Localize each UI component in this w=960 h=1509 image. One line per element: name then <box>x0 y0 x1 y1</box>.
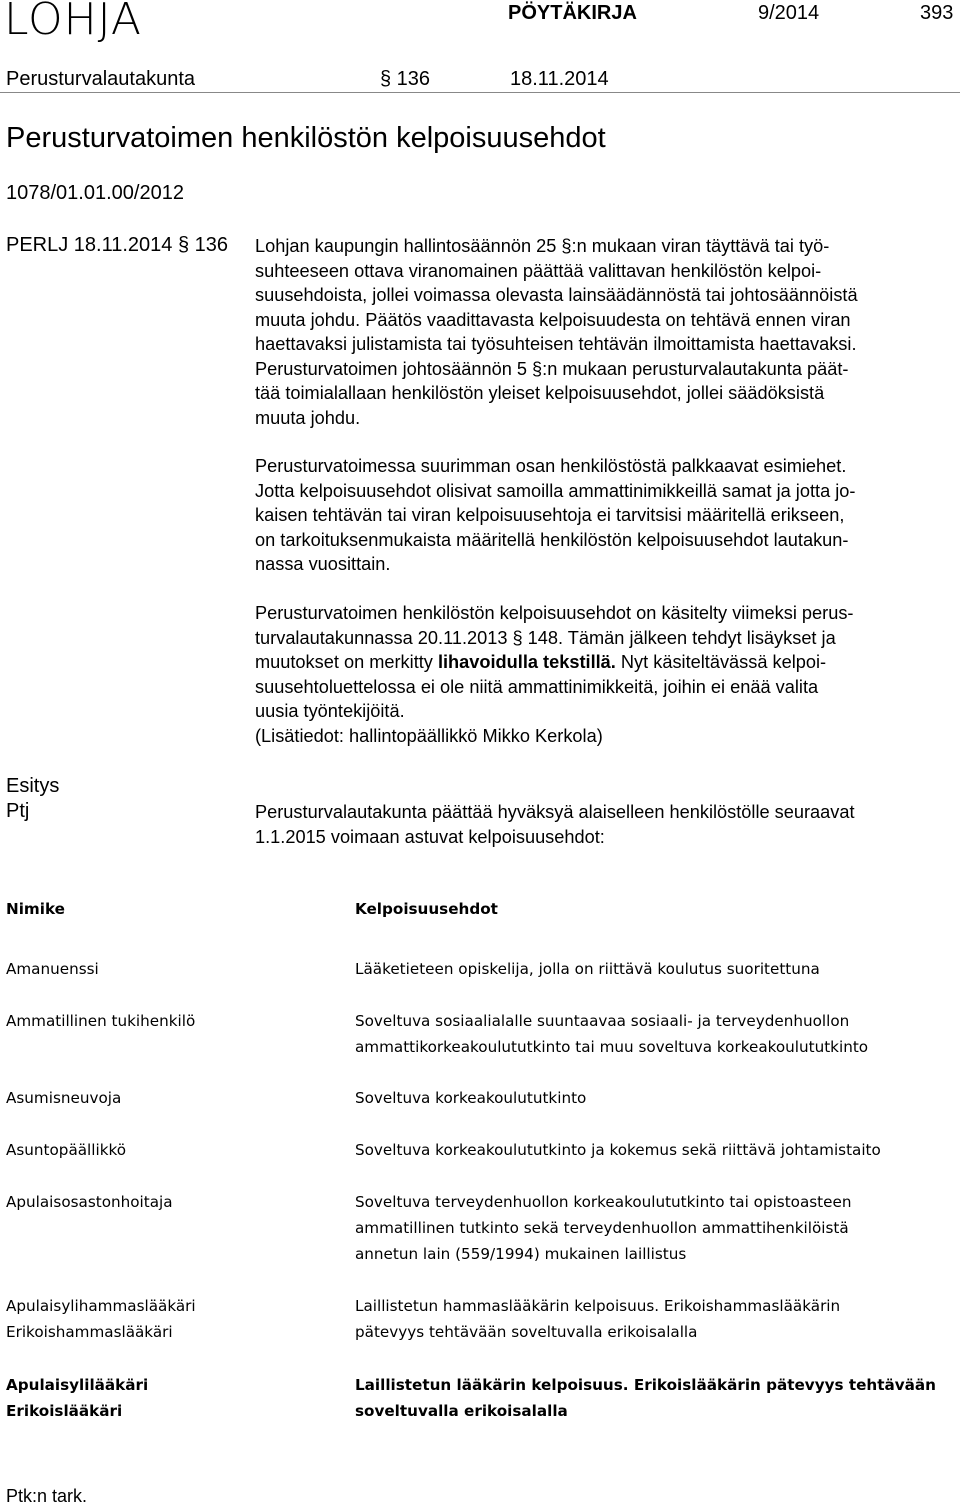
text-line: Perusturvalautakunta päättää hyväksyä alaiselleen henkilöstölle seuraavat <box>255 802 855 822</box>
paragraph-legal-basis <box>255 234 958 430</box>
doc-type: PÖYTÄKIRJA <box>508 2 637 24</box>
table-row-requirement <box>355 1137 881 1163</box>
proposal-text <box>255 800 958 849</box>
table-row-requirement <box>355 956 820 982</box>
cell-line: Asumisneuvoja <box>6 1089 122 1107</box>
text-span: Nyt käsiteltävässä kelpoi- <box>615 652 827 672</box>
issue-number: 9/2014 <box>758 2 820 24</box>
text-line: Perusturvatoimen johtosäännön 5 §:n mukaan perusturvalautakunta päät- <box>255 358 849 379</box>
table-row-title <box>6 1085 121 1111</box>
committee-name: Perusturvalautakunta <box>6 68 196 90</box>
text-line: 1.1.2015 voimaan astuvat kelpoisuusehdot: <box>255 826 605 847</box>
cell-line: Erikoislääkäri <box>6 1402 123 1420</box>
cell-line: Laillistetun lääkärin kelpoisuus. Erikoislääkärin pätevyys tehtävään <box>355 1376 936 1394</box>
meeting-reference: PERLJ 18.11.2014 § 136 <box>6 234 229 256</box>
header-divider <box>0 92 960 93</box>
cell-line: Asuntopäällikkö <box>6 1141 127 1159</box>
cell-line: Apulaisylihammaslääkäri <box>6 1297 196 1315</box>
text-line: turvalautakunnassa 20.11.2013 § 148. Tämän jälkeen tehdyt lisäykset ja <box>255 627 836 648</box>
table-header-requirements: Kelpoisuusehdot <box>355 900 498 918</box>
table-row-title <box>6 956 99 982</box>
text-line: suhteeseen ottava viranomainen päättää valittavan henkilöstön kelpoi- <box>255 260 822 281</box>
table-row-title <box>6 1293 196 1345</box>
cell-line: Soveltuva korkeakoulututkinto ja kokemus sekä riittävä johtamistaito <box>355 1141 881 1159</box>
page-title: Perusturvatoimen henkilöstön kelpoisuusehdot <box>6 122 606 154</box>
cell-line: Lääketieteen opiskelija, jolla on riittävä koulutus suoritettuna <box>355 960 820 978</box>
diary-reference: 1078/01.01.00/2012 <box>6 182 184 204</box>
table-row-title <box>6 1372 148 1424</box>
esitys-label: Esitys <box>6 775 60 797</box>
cell-line: Apulaisosastonhoitaja <box>6 1193 173 1211</box>
section-number: § 136 <box>380 68 431 90</box>
cell-line: Amanuenssi <box>6 960 99 978</box>
cell-line: Laillistetun hammaslääkärin kelpoisuus. Erikoishammaslääkärin <box>355 1297 841 1315</box>
cell-line: Soveltuva sosiaalialalle suuntaavaa sosiaali- ja terveydenhuollon <box>355 1012 850 1030</box>
text-line: nassa vuosittain. <box>255 554 391 574</box>
cell-line: Soveltuva korkeakoulututkinto <box>355 1089 587 1107</box>
table-row-requirement <box>355 1293 840 1345</box>
table-row-title <box>6 1189 173 1215</box>
text-line: muuta johdu. <box>255 407 361 428</box>
text-span: muutokset on merkitty <box>255 652 438 672</box>
cell-line: Ammatillinen tukihenkilö <box>6 1012 196 1030</box>
text-line: Perusturvatoimen henkilöstön kelpoisuusehdot on käsitelty viimeksi perus- <box>255 603 854 623</box>
minutes-checker-label: Ptk:n tark. <box>6 1486 88 1506</box>
paragraph-rationale <box>255 454 958 577</box>
text-line: on tarkoituksenmukaista määritellä henkilöstön kelpoisuusehdot lautakun- <box>255 529 849 550</box>
meeting-date: 18.11.2014 <box>510 68 609 90</box>
table-row-requirement <box>355 1085 586 1111</box>
cell-line: ammattikorkeakoulututkinto tai muu soveltuva korkeakoulututkinto <box>355 1038 869 1056</box>
text-line <box>255 650 958 675</box>
cell-line: Soveltuva terveydenhuollon korkeakoulututkinto tai opistoasteen <box>355 1193 852 1211</box>
table-row-requirement <box>355 1008 868 1060</box>
text-line: uusia työntekijöitä. <box>255 701 405 721</box>
text-line: muuta johdu. Päätös vaadittavasta kelpoisuudesta on tehtävä ennen viran <box>255 309 851 330</box>
page-number: 393 <box>920 2 954 24</box>
cell-line: Apulaisylilääkäri <box>6 1376 149 1394</box>
text-line: Lohjan kaupungin hallintosäännön 25 §:n mukaan viran täyttävä tai työ- <box>255 236 830 256</box>
cell-line: pätevyys tehtävään soveltuvalla erikoisalalla <box>355 1323 698 1341</box>
paragraph-history <box>255 601 958 748</box>
table-row-title <box>6 1137 126 1163</box>
table-row-title <box>6 1008 195 1034</box>
text-line: Perusturvatoimessa suurimman osan henkilöstöstä palkkaavat esimiehet. <box>255 456 847 476</box>
cell-line: ammatillinen tutkinto sekä terveydenhuollon ammattihenkilöistä <box>355 1219 849 1237</box>
text-line: Jotta kelpoisuusehdot olisivat samoilla ammattinimikkeillä samat ja jotta jo- <box>255 480 856 501</box>
text-line: tää toimialallaan henkilöstön yleiset kelpoisuusehdot, jollei säädöksistä <box>255 383 825 403</box>
text-line: kaisen tehtävän tai viran kelpoisuusehtoja ei tarvitsisi määritellä erikseen, <box>255 505 845 525</box>
table-row-requirement <box>355 1372 936 1424</box>
text-line: suusehdoista, jollei voimassa olevasta lainsäädännöstä tai johtosäännöistä <box>255 285 858 305</box>
text-line: (Lisätiedot: hallintopäällikkö Mikko Kerkola) <box>255 725 603 746</box>
cell-line: soveltuvalla erikoisalalla <box>355 1402 568 1420</box>
bold-text-span: lihavoidulla tekstillä. <box>437 652 616 672</box>
ptj-label: Ptj <box>6 800 30 822</box>
table-row-requirement <box>355 1189 851 1267</box>
text-line: haettavaksi julistamista tai työsuhteisen tehtävän ilmoittamista haettavaksi. <box>255 334 857 354</box>
city-logo: LOHJA <box>4 0 142 45</box>
cell-line: Erikoishammaslääkäri <box>6 1323 173 1341</box>
table-header-title: Nimike <box>6 900 65 918</box>
cell-line: annetun lain (559/1994) mukainen laillistus <box>355 1245 687 1263</box>
text-line: suusehtoluettelossa ei ole niitä ammattinimikkeitä, joihin ei enää valita <box>255 676 819 697</box>
